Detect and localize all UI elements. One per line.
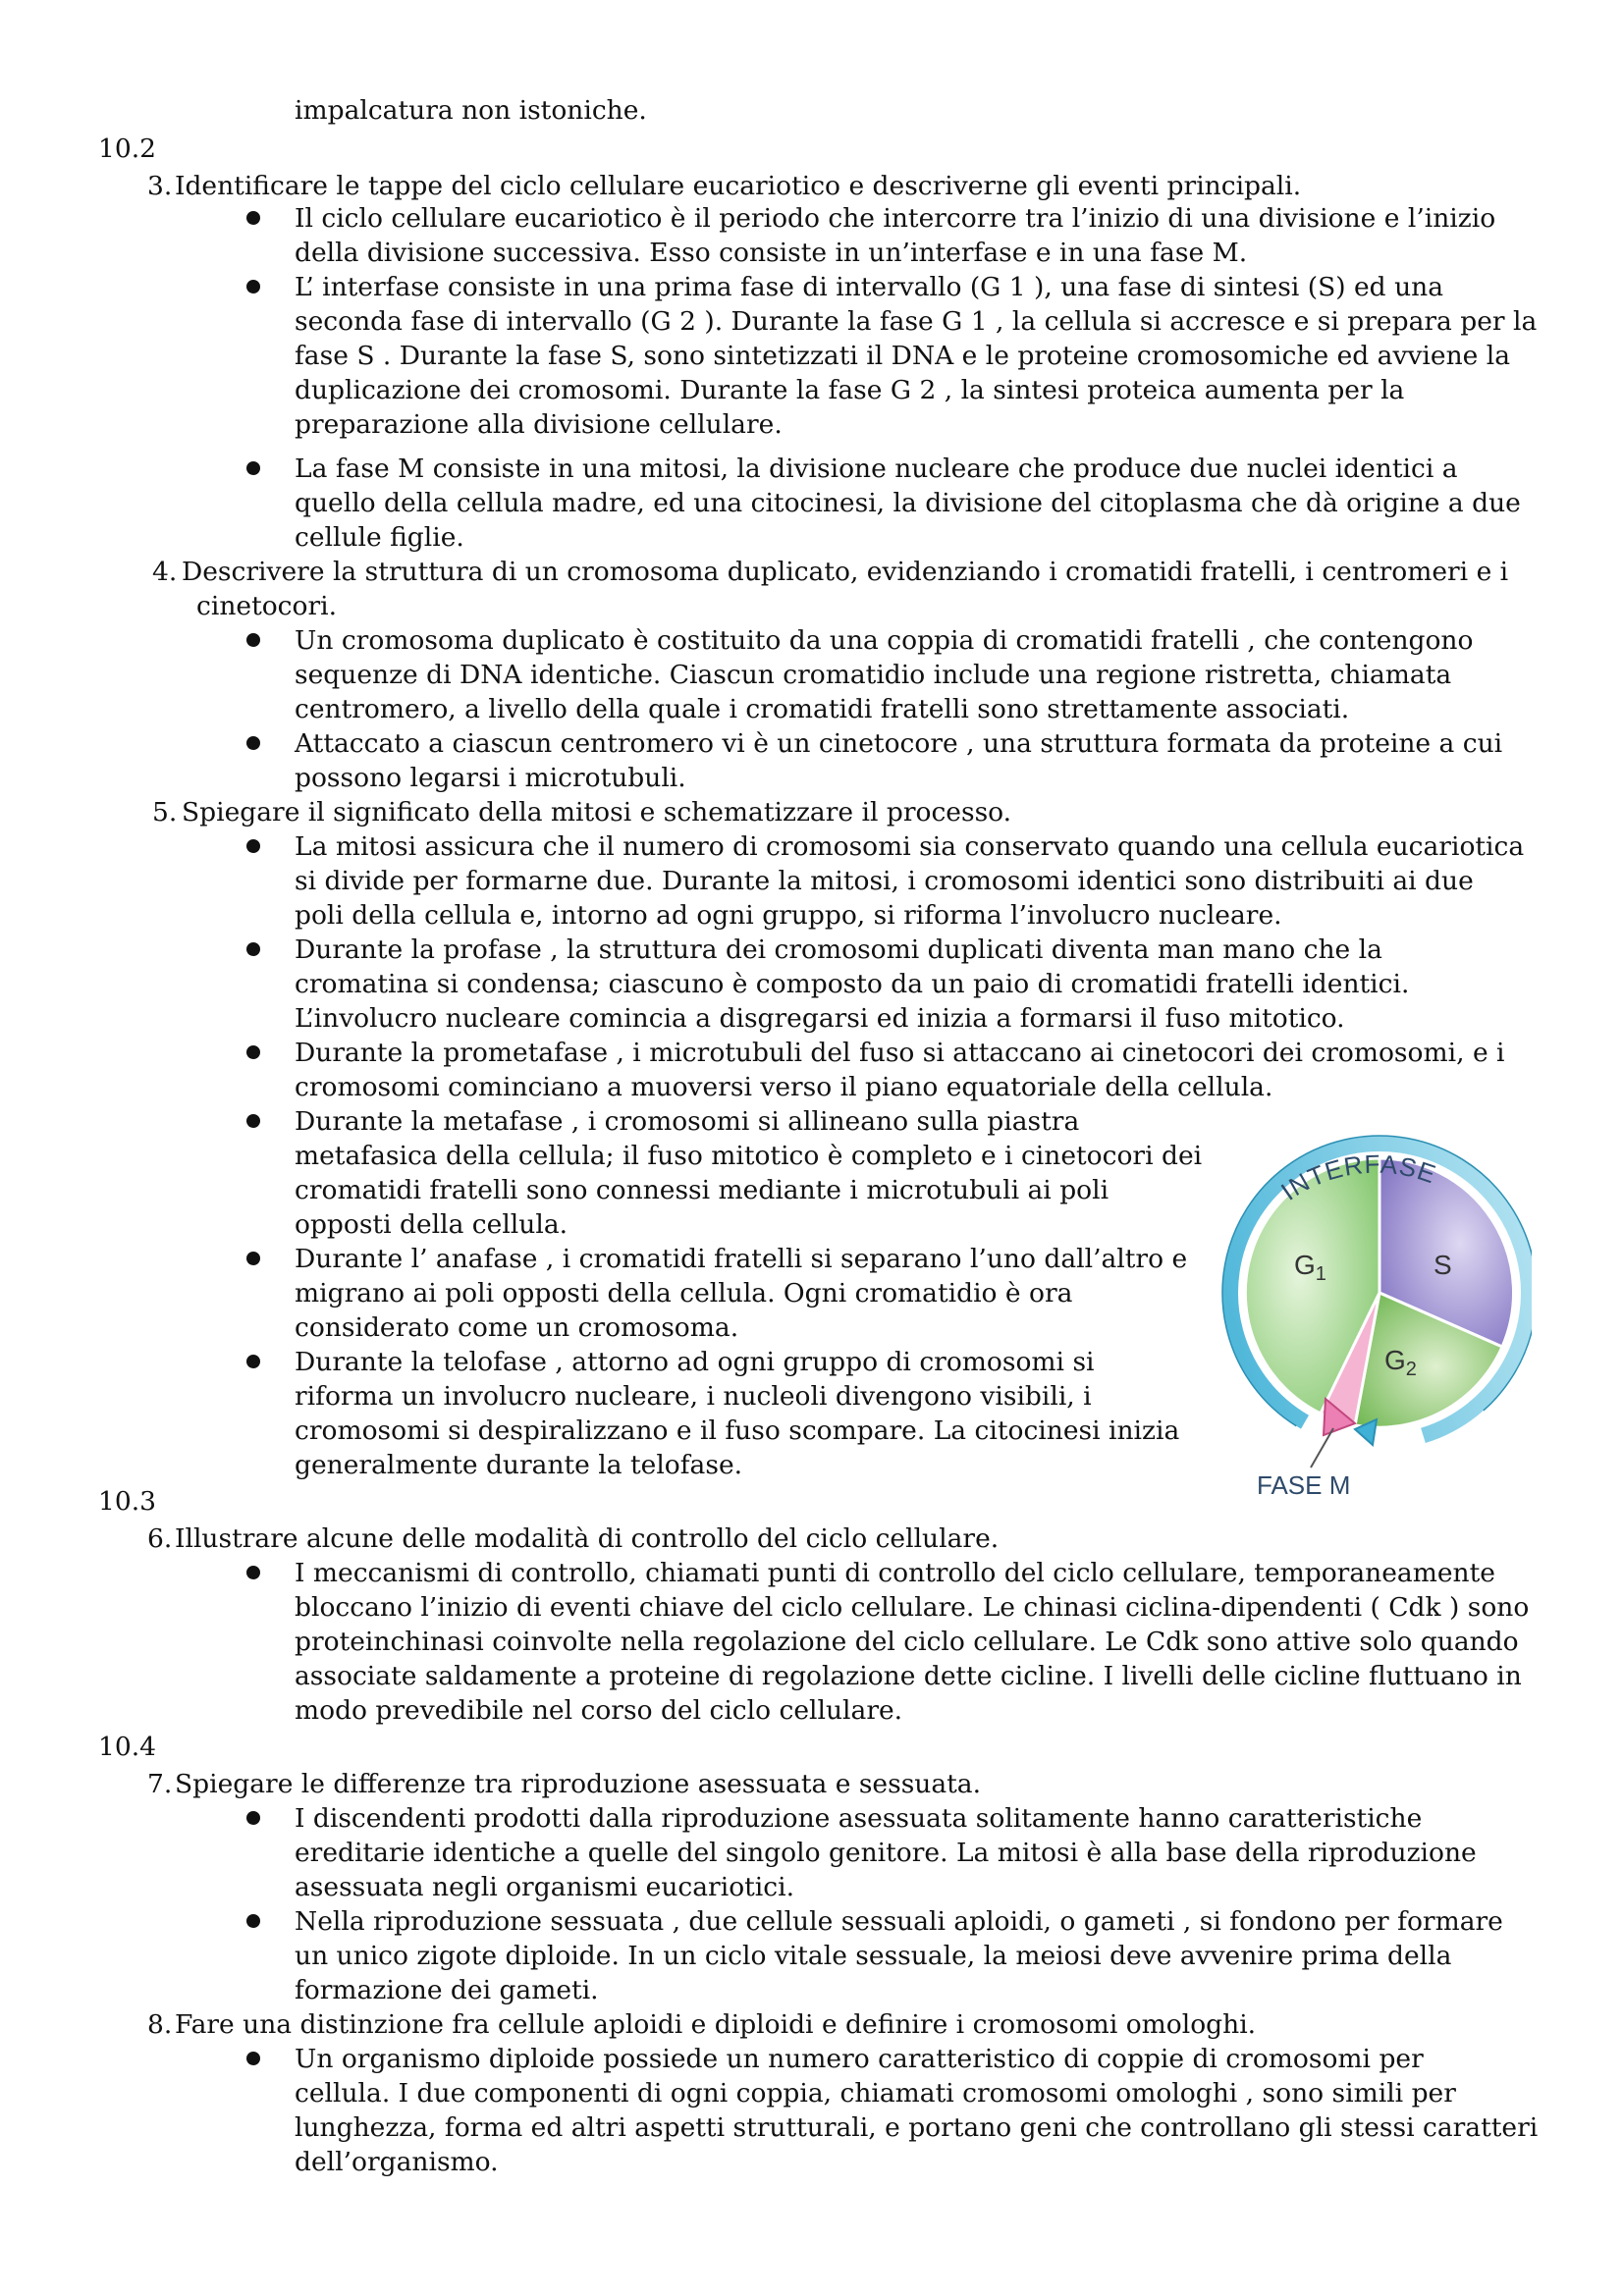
question-text: Identificare le tappe del ciclo cellulare eucariotico e descriverne gli eventi principali. [175, 171, 1302, 201]
continuation-line: impalcatura non istoniche. [295, 95, 647, 126]
bullet-text: proteinchinasi coinvolte nella regolazione del ciclo cellulare. Le Cdk sono attive solo quando [295, 1627, 1519, 1657]
bullet-text: fase S . Durante la fase S, sono sintetizzati il DNA e le proteine cromosomiche ed avviene la [295, 341, 1511, 371]
question-text: Illustrare alcune delle modalità di controllo del ciclo cellulare. [175, 1523, 1000, 1554]
bullet [246, 942, 260, 956]
section-heading: 10.4 [98, 1732, 157, 1762]
bullet [246, 1566, 260, 1579]
bullet-text: opposti della cellula. [295, 1209, 568, 1240]
bullet-text: L’ interfase consiste in una prima fase di intervallo (G 1 ), una fase di sintesi (S) ed una [295, 272, 1443, 302]
bullet-text: I meccanismi di controllo, chiamati punti di controllo del ciclo cellulare, temporaneamente [295, 1558, 1495, 1588]
question-number: 4. [152, 557, 178, 587]
cell-cycle-svg [1217, 1129, 1532, 1502]
bullet-text: cellula. I due componenti di ogni coppia, chiamati cromosomi omologhi , sono simili per [295, 2078, 1456, 2109]
bullet-text: Durante la telofase , attorno ad ogni gruppo di cromosomi si [295, 1347, 1095, 1377]
fase-m-label: FASE M [1257, 1470, 1351, 1500]
question-number: 6. [147, 1523, 173, 1554]
bullet [246, 1811, 260, 1825]
bullet-text: cromosomi si despiralizzano e il fuso scompare. La citocinesi inizia [295, 1415, 1180, 1446]
question-text: cinetocori. [196, 591, 338, 621]
question-text: Descrivere la struttura di un cromosoma duplicato, evidenziando i cromatidi fratelli, i centromeri e i [182, 557, 1509, 587]
bullet-text: bloccano l’inizio di eventi chiave del ciclo cellulare. Le chinasi ciclina-dipendenti ( Cdk ) sono [295, 1592, 1530, 1623]
bullet [246, 839, 260, 853]
question-text: Spiegare le differenze tra riproduzione asessuata e sessuata. [175, 1769, 982, 1799]
bullet-text: lunghezza, forma ed altri aspetti strutturali, e portano geni che controllano gli stessi caratteri [295, 2112, 1539, 2143]
g2-label: $G_2$ [1384, 1345, 1417, 1380]
bullet-text: seconda fase di intervallo (G 2 ). Durante la fase G 1 , la cellula si accresce e si prepara per la [295, 306, 1538, 337]
bullet-text: duplicazione dei cromosomi. Durante la fase G 2 , la sintesi proteica aumenta per la [295, 375, 1405, 405]
question-number: 5. [152, 797, 178, 828]
bullet-text: Durante la prometafase , i microtubuli del fuso si attaccano ai cinetocori dei cromosomi, e i [295, 1038, 1505, 1068]
bullet-text: riforma un involucro nucleare, i nucleoli divengono visibili, i [295, 1381, 1092, 1412]
bullet [246, 1045, 260, 1059]
bullet-text: poli della cellula e, intorno ad ogni gruppo, si riforma l’involucro nucleare. [295, 900, 1282, 931]
bullet [246, 1914, 260, 1928]
question-text: Fare una distinzione fra cellule aploidi e diploidi e definire i cromosomi omologhi. [175, 2009, 1257, 2040]
bullet-text: I discendenti prodotti dalla riproduzione asessuata solitamente hanno caratteristiche [295, 1803, 1423, 1834]
bullet-text: un unico zigote diploide. In un ciclo vitale sessuale, la meiosi deve avvenire prima della [295, 1941, 1452, 1971]
bullet [246, 2052, 260, 2065]
bullet [246, 1114, 260, 1128]
interfase-label: INTERFASE [1275, 1148, 1440, 1206]
bullet-text: cromosomi cominciano a muoversi verso il piano equatoriale della cellula. [295, 1072, 1273, 1102]
bullet-text: quello della cellula madre, ed una citocinesi, la divisione del citoplasma che dà origine a due [295, 488, 1521, 518]
bullet-text: La mitosi assicura che il numero di cromosomi sia conservato quando una cellula eucariotica [295, 831, 1525, 862]
bullet-text: La fase M consiste in una mitosi, la divisione nucleare che produce due nuclei identici a [295, 454, 1458, 484]
question-text: Spiegare il significato della mitosi e schematizzare il processo. [182, 797, 1012, 828]
bullet-text: dell’organismo. [295, 2147, 499, 2177]
bullet-text: Attaccato a ciascun centromero vi è un cinetocore , una struttura formata da proteine a cui [295, 728, 1503, 759]
bullet-text: centromero, a livello della quale i cromatidi fratelli sono strettamente associati. [295, 694, 1350, 724]
cell-cycle-diagram [1217, 1129, 1532, 1502]
bullet-text: cromatidi fratelli sono connessi mediante i microtubuli ai poli [295, 1175, 1109, 1205]
bullet [246, 736, 260, 750]
question-number: 8. [147, 2009, 173, 2040]
bullet-text: cromatina si condensa; ciascuno è composto da un paio di cromatidi fratelli identici. [295, 969, 1410, 999]
bullet-text: Durante l’ anafase , i cromatidi fratelli si separano l’uno dall’altro e [295, 1244, 1188, 1274]
bullet-text: generalmente durante la telofase. [295, 1450, 743, 1480]
bullet-text: L’involucro nucleare comincia a disgregarsi ed inizia a formarsi il fuso mitotico. [295, 1003, 1345, 1034]
fase-m-pointer [1311, 1428, 1333, 1468]
bullet [246, 461, 260, 475]
bullet [246, 633, 260, 647]
bullet-text: Un organismo diploide possiede un numero caratteristico di coppie di cromosomi per [295, 2044, 1424, 2074]
bullet-text: si divide per formarne due. Durante la mitosi, i cromosomi identici sono distribuiti ai due [295, 866, 1474, 896]
g1-label: $G_1$ [1294, 1250, 1326, 1285]
bullet [246, 211, 260, 225]
bullet-text: Il ciclo cellulare eucariotico è il periodo che intercorre tra l’inizio di una divisione e l’inizio [295, 203, 1496, 234]
bullet-text: Nella riproduzione sessuata , due cellule sessuali aploidi, o gameti , si fondono per formare [295, 1906, 1503, 1937]
section-heading: 10.3 [98, 1486, 157, 1517]
question-number: 3. [147, 171, 173, 201]
bullet-text: sequenze di DNA identiche. Ciascun cromatidio include una regione ristretta, chiamata [295, 660, 1452, 690]
bullet-text: cellule figlie. [295, 522, 464, 553]
bullet [246, 1355, 260, 1368]
section-heading: 10.2 [98, 133, 157, 164]
bullet-text: possono legarsi i microtubuli. [295, 763, 686, 793]
bullet-text: preparazione alla divisione cellulare. [295, 409, 783, 440]
bullet-text: associate saldamente a proteine di regolazione dette cicline. I livelli delle cicline fluttuano in [295, 1661, 1522, 1691]
bullet-text: modo prevedibile nel corso del ciclo cellulare. [295, 1695, 903, 1726]
bullet-text: considerato come un cromosoma. [295, 1312, 739, 1343]
s-label: S [1434, 1250, 1452, 1280]
bullet-text: Un cromosoma duplicato è costituito da una coppia di cromatidi fratelli , che contengono [295, 625, 1474, 656]
bullet-text: Durante la profase , la struttura dei cromosomi duplicati diventa man mano che la [295, 934, 1382, 965]
bullet-text: Durante la metafase , i cromosomi si allineano sulla piastra [295, 1106, 1080, 1137]
question-number: 7. [147, 1769, 173, 1799]
bullet [246, 1252, 260, 1265]
bullet-text: ereditarie identiche a quelle del singolo genitore. La mitosi è alla base della riproduzione [295, 1838, 1477, 1868]
bullet [246, 280, 260, 294]
bullet-text: migrano ai poli opposti della cellula. Ogni cromatidio è ora [295, 1278, 1073, 1308]
bullet-text: della divisione successiva. Esso consiste in un’interfase e in una fase M. [295, 238, 1248, 268]
bullet-text: formazione dei gameti. [295, 1975, 599, 2005]
bullet-text: metafasica della cellula; il fuso mitotico è completo e i cinetocori dei [295, 1141, 1203, 1171]
bullet-text: asessuata negli organismi eucariotici. [295, 1872, 795, 1902]
